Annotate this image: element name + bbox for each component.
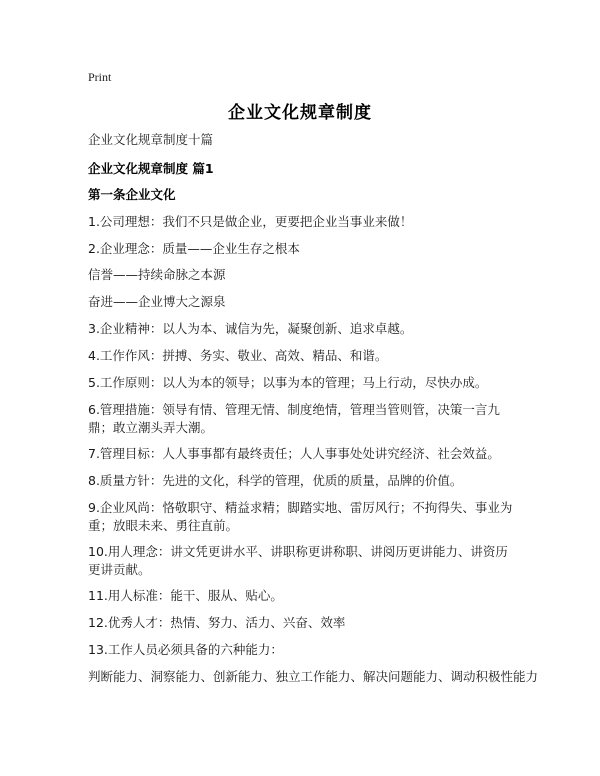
- paragraph-5: 5.工作原则：以人为本的领导；以事为本的管理；马上行动，尽快办成。: [88, 375, 488, 390]
- paragraph-2: 2.企业理念：质量——企业生存之根本: [88, 241, 300, 256]
- paragraph-1: 1.公司理想：我们不只是做企业，更要把企业当事业来做！: [88, 214, 413, 229]
- paragraph-2-line-3: 奋进——企业博大之源泉: [88, 294, 226, 309]
- paragraph-7: 7.管理目标：人人事事都有最终责任；人人事事处处讲究经济、社会效益。: [88, 446, 500, 461]
- paragraph-3: 3.企业精神：以人为本、诚信为先，凝聚创新、追求卓越。: [88, 321, 413, 336]
- paragraph-10: 10.用人理念：讲文凭更讲水平、讲职称更讲称职、讲阅历更讲能力、讲资历更讲贡献。: [88, 544, 508, 577]
- section-heading: 企业文化规章制度 篇1: [88, 161, 214, 176]
- page-title: 企业文化规章制度: [228, 103, 372, 123]
- paragraph-2-line-2: 信誉——持续命脉之本源: [88, 267, 226, 282]
- paragraph-12: 12.优秀人才：热情、努力、活力、兴奋、效率: [88, 615, 346, 630]
- paragraph-9: 9.企业风尚：恪敬职守、精益求精；脚踏实地、雷厉风行；不拘得失、事业为重；放眼未来、勇往直前。: [88, 500, 513, 533]
- print-link[interactable]: Print: [88, 70, 112, 84]
- paragraph-8: 8.质量方针：先进的文化，科学的管理，优质的质量，品牌的价值。: [88, 473, 463, 488]
- chapter-heading: 第一条企业文化: [88, 187, 176, 202]
- paragraph-13-line-2: 判断能力、洞察能力、创新能力、独立工作能力、解决问题能力、调动积极性能力: [88, 669, 539, 684]
- paragraph-13: 13.工作人员必须具备的六种能力：: [88, 642, 283, 657]
- paragraph-11: 11.用人标准：能干、服从、贴心。: [88, 588, 283, 603]
- paragraph-6: 6.管理措施：领导有情、管理无情、制度绝情，管理当管则管，决策一言九鼎；敢立潮头弄大潮。: [88, 402, 500, 435]
- document-subtitle: 企业文化规章制度十篇: [88, 132, 214, 147]
- paragraph-4: 4.工作作风：拼搏、务实、敬业、高效、精品、和谐。: [88, 348, 388, 363]
